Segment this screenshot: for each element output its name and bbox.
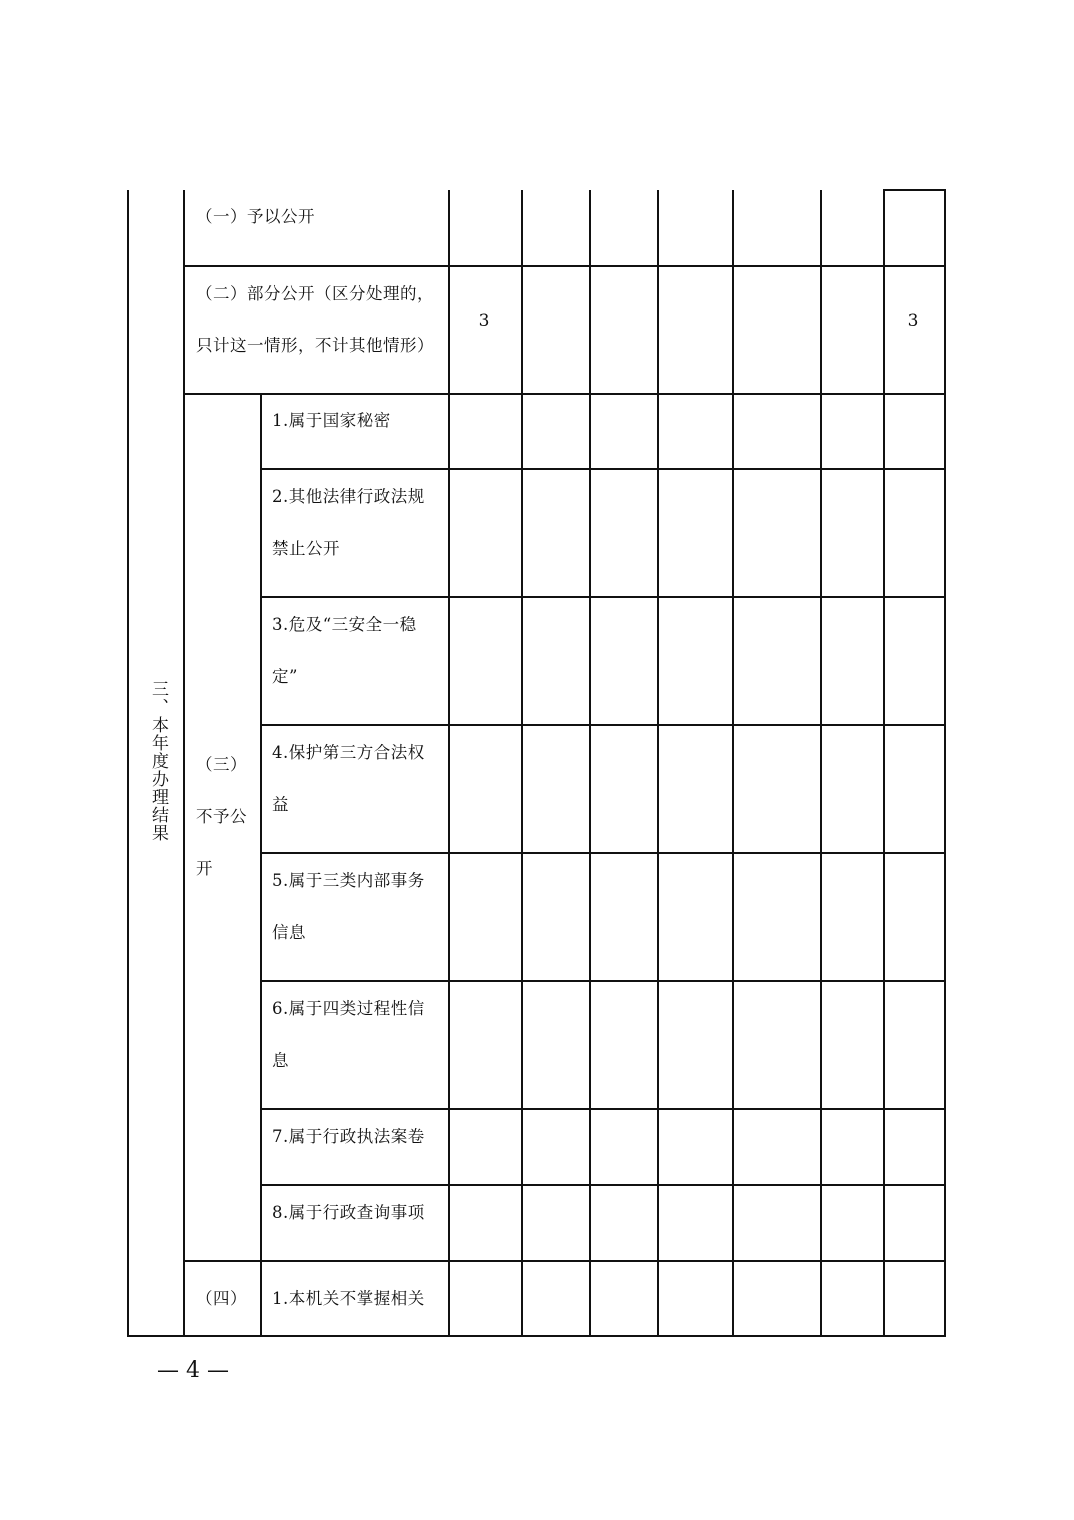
grid-line [883,189,946,191]
grid-line [183,393,946,395]
grid-line [183,265,946,267]
row-label-6-line2: 息 [272,1051,289,1070]
partial-value-first: 3 [478,311,490,331]
grid-line [127,1335,946,1337]
row-label-3-line1: 3.危及“三安全一稳 [272,615,417,634]
row-label-8: 8.属于行政查询事项 [272,1203,425,1222]
row-label-4-line2: 益 [272,795,289,814]
row-label-5-line1: 5.属于三类内部事务 [272,871,425,890]
row-label-4-line1: 4.保护第三方合法权 [272,743,425,762]
row-label-partial-line2: 只计这一情形，不计其他情形） [196,336,434,355]
grid-line [127,190,129,1337]
page-number: — 4 — [157,1358,229,1383]
grid-line [589,190,591,1337]
grid-line [883,190,885,1337]
group-label-four: （四） [196,1289,247,1308]
grid-line [260,1108,946,1110]
grid-line [260,980,946,982]
row-label-2-line1: 2.其他法律行政法规 [272,487,425,506]
grid-line [260,468,946,470]
grid-line [732,190,734,1337]
grid-line [944,190,946,1337]
row-label-g4-1: 1.本机关不掌握相关 [272,1289,425,1308]
row-label-5-line2: 信息 [272,923,306,942]
grid-line [448,190,450,1337]
group-label-not-public-line2: 不予公 [196,807,247,826]
row-label-7: 7.属于行政执法案卷 [272,1127,425,1146]
grid-line [260,852,946,854]
row-label-3-line2: 定” [272,667,298,686]
grid-line [657,190,659,1337]
row-label-1: 1.属于国家秘密 [272,411,391,430]
grid-line [260,724,946,726]
group-label-not-public-line1: （三） [196,755,247,774]
grid-line [260,596,946,598]
row-label-6-line1: 6.属于四类过程性信 [272,999,425,1018]
row-label-public: （一）予以公开 [196,207,315,226]
grid-line [260,1184,946,1186]
group-label-not-public-line3: 开 [196,859,213,878]
row-label-partial-line1: （二）部分公开（区分处理的， [196,284,434,303]
row-label-2-line2: 禁止公开 [272,539,340,558]
grid-line [183,190,185,1337]
grid-line [521,190,523,1337]
grid-line [820,190,822,1337]
grid-line [183,1260,946,1262]
grid-line [260,394,262,1337]
partial-value-total: 3 [907,311,919,331]
section-label: 三、本年度办理结果 [148,680,168,842]
